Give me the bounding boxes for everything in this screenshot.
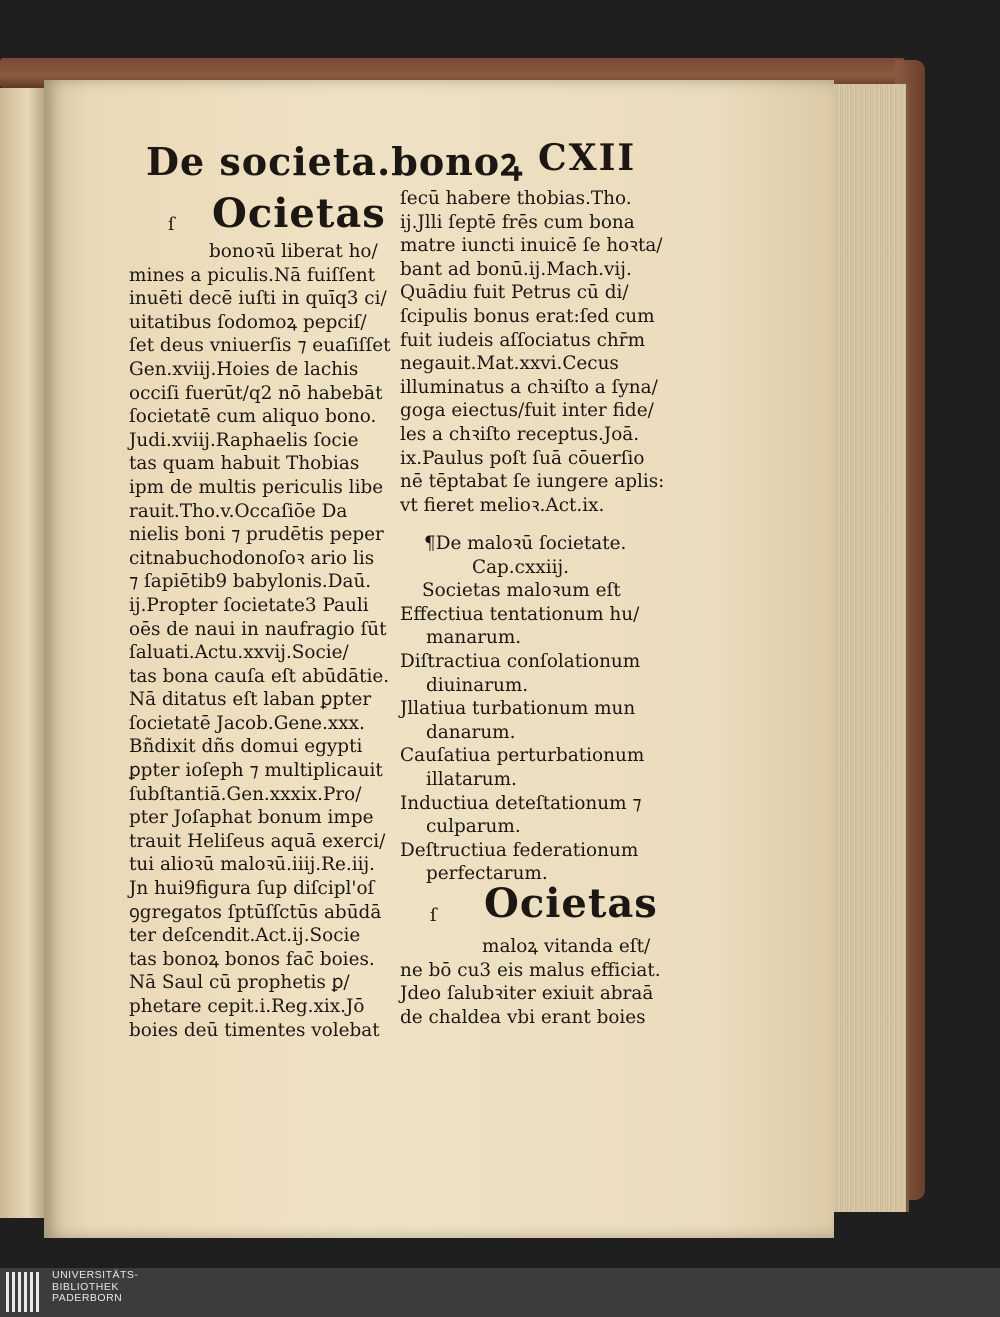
text-line: Jdeo ſalubꝛiter exiuit abraā <box>400 983 654 1005</box>
list-intro: Societas maloꝛum eſt <box>422 580 621 602</box>
text-line: ter deſcendit.Act.ij.Socie <box>129 925 361 947</box>
text-line: tas bona cauſa eſt abūdātie. <box>129 665 390 687</box>
section-block <box>400 532 660 886</box>
right-column-bottom-text <box>400 935 660 1029</box>
text-line: tas bonoꝝ bonos fac̄ boies. <box>129 948 375 970</box>
chapter-heading-2: Ocietas <box>484 880 658 927</box>
text-line: ipm de multis periculis libe <box>129 476 384 498</box>
text-line: negauit.Mat.xxvi.Cecus <box>400 353 619 375</box>
logo-line-2: BIBLIOTHEK <box>52 1280 119 1293</box>
chapter-heading: Ocietas <box>212 190 386 237</box>
vices-list <box>400 603 660 886</box>
library-logo-text <box>52 1270 138 1305</box>
section-title: ¶De maloꝛū ſocietate. <box>424 533 627 554</box>
text-line: illuminatus a chꝛiſto a ſyna/ <box>400 376 658 398</box>
list-line: manarum. <box>426 627 522 649</box>
list-line: danarum. <box>426 721 516 743</box>
page-edges <box>826 84 909 1212</box>
text-line: boies deū timentes volebat <box>129 1019 380 1041</box>
text-line: les a chꝛiſto receptus.Joā. <box>400 423 640 445</box>
text-line: ij.Jlli ſeptē frēs cum bona <box>400 211 635 233</box>
text-line: oēs de naui in naufragio ſūt <box>129 618 387 640</box>
text-line: uitatibus ſodomoꝝ pepciſ/ <box>129 311 367 333</box>
text-line: ij.Propter ſocietate3 Pauli <box>129 594 369 616</box>
text-line: tui alioꝛū maloꝛū.iiij.Re.iij. <box>129 854 376 876</box>
right-column-top-text <box>400 187 665 517</box>
text-line: ꝑpter ioſeph ⁊ multiplicauit <box>129 760 383 782</box>
text-line: inuēti decē iuſti in quīq3 ci/ <box>129 288 387 310</box>
left-page-edge <box>0 88 46 1218</box>
text-line: bonoꝛū liberat ho/ <box>209 241 378 262</box>
list-line: culparum. <box>426 816 521 838</box>
text-line: Nā Saul cū prophetis ꝑ/ <box>129 972 350 994</box>
text-line: ſaluati.Actu.xxvij.Socie/ <box>129 642 349 664</box>
text-line: citnabuchodonoſoꝛ ario lis <box>129 547 375 569</box>
text-line: ſecū habere thobias.Tho. <box>400 188 632 209</box>
left-column-text <box>129 240 391 1042</box>
text-line: Gen.xviij.Hoies de lachis <box>129 358 359 380</box>
text-line: mines a piculis.Nā fuiſſent <box>129 264 376 286</box>
guide-letter: ſ <box>168 214 175 235</box>
footer-bar <box>0 1268 1000 1317</box>
list-line: Diſtractiua conſolationum <box>400 650 641 672</box>
text-line: ⁊ ſapiētib9 babylonis.Daū. <box>129 571 372 593</box>
text-line: pter Joſaphat bonum impe <box>129 807 374 829</box>
logo-line-3: PADERBORN <box>52 1292 123 1305</box>
list-line: Effectiua tentationum hu/ <box>400 603 640 625</box>
running-title: De societa.bonoꝝ <box>146 139 524 184</box>
folio-number: CXII <box>538 137 637 179</box>
text-line: phetare cepit.i.Reg.xix.Jō <box>129 996 365 1017</box>
text-line: matre iuncti inuicē ſe hoꝛta/ <box>400 235 663 257</box>
text-line: ſocietatē cum aliquo bono. <box>129 406 377 428</box>
text-line: ſubſtantiā.Gen.xxxix.Pro/ <box>129 783 362 805</box>
text-line: ſcipulis bonus erat:ſed cum <box>400 305 655 327</box>
text-line: nielis boni ⁊ prudētis peper <box>129 524 384 546</box>
text-line: Quādiu fuit Petrus cū di/ <box>400 282 629 304</box>
text-line: ſet deus vniuerſis ⁊ euaſiſſet <box>129 335 391 357</box>
text-line: occiſi fuerūt/q2 nō habebāt <box>129 382 383 404</box>
text-line: ix.Paulus poſt ſuā cōuerſio <box>400 447 645 469</box>
library-logo-icon <box>6 1270 42 1314</box>
list-line: perfectarum. <box>426 863 548 885</box>
text-line: de chaldea vbi erant boies <box>400 1006 646 1028</box>
text-line: tas quam habuit Thobias <box>129 453 360 475</box>
list-line: Jllatiua turbationum mun <box>400 698 636 720</box>
list-line: Inductiua deteſtationum ⁊ <box>400 792 642 814</box>
text-line: fuit iudeis aſſociatus chr̄m <box>400 329 646 351</box>
text-line: trauit Heliſeus aquā exerci/ <box>129 830 386 852</box>
text-line: ꝯgregatos ſptūſſctūs abūdā <box>129 901 382 923</box>
list-line: Deſtructiua federationum <box>400 839 639 861</box>
text-line: goga eiectus/fuit inter fide/ <box>400 400 654 422</box>
list-line: diuinarum. <box>426 674 529 696</box>
list-line: illatarum. <box>426 768 517 790</box>
chapter-number: Cap.cxxiij. <box>472 556 570 578</box>
list-line: Cauſatiua perturbationum <box>400 745 645 767</box>
guide-letter-2: ſ <box>430 905 437 926</box>
text-line: ne bō cu3 eis malus efficiat. <box>400 959 661 981</box>
text-line: Bñdixit dñs domui egypti <box>129 736 363 758</box>
text-line: maloꝝ vitanda eſt/ <box>482 936 651 957</box>
text-line: Judi.xviij.Raphaelis ſocie <box>129 429 359 451</box>
text-line: nē tēptabat ſe iungere aplis: <box>400 471 665 493</box>
text-line: bant ad bonū.ij.Mach.vij. <box>400 258 632 280</box>
text-line: ſocietatē Jacob.Gene.xxx. <box>129 712 365 734</box>
logo-line-1: UNIVERSITÄTS- <box>52 1269 139 1281</box>
text-line: vt fieret melioꝛ.Act.ix. <box>400 494 605 516</box>
text-line: rauit.Tho.v.Occaſiōe Da <box>129 500 348 522</box>
text-line: Jn hui9figura ſup diſcipl'oſ <box>129 878 375 900</box>
text-line: Nā ditatus eſt laban ꝑpter <box>129 689 372 711</box>
